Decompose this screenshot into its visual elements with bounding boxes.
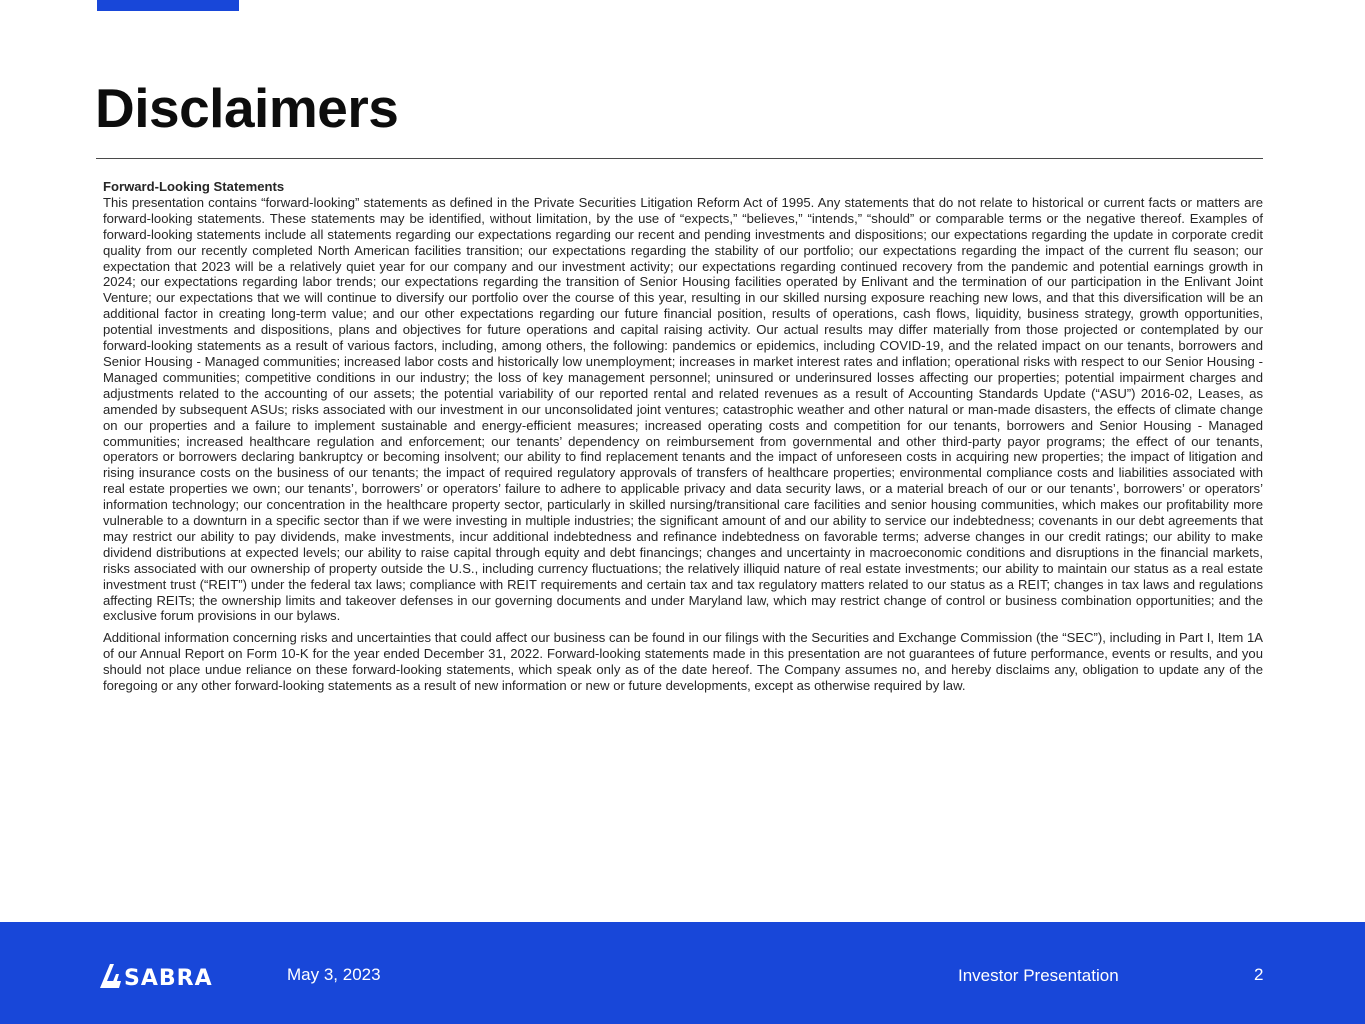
section-heading: Forward-Looking Statements	[103, 179, 285, 194]
title-divider	[96, 158, 1263, 159]
page-number: 2	[1254, 965, 1264, 984]
sabra-logo	[100, 962, 240, 990]
footer-bar	[0, 922, 1365, 1024]
page-title: Disclaimers	[95, 77, 399, 139]
logo-wordmark: SABRA	[124, 966, 213, 990]
forward-looking-paragraph: This presentation contains “forward-looking” statements as defined in the Private Securities Litigation Reform Act of 1995. Any statements that do not relate to historical or current facts or matters are forward-looking statements. These statements may be identified, without limitation, by the use of “expects,” “believes,” “intends,” “should” or comparable terms or the negative thereof. Examples of forward-looking statements include all statements regarding our expectations regarding our recent and pending investments and dispositions; our expectations regarding the update in corporate credit quality from our recently completed North American facilities transition; our expectations regarding the stability of our portfolio; our expectations regarding the impact of the current flu season; our expectation that 2023 will be a relatively quiet year for our company and our investment activity; our expectations regarding continued recovery from the pandemic and potential earnings growth in 2024; our expectations regarding labor trends; our expectations regarding the transition of Senior Housing facilities operated by Enlivant and the termination of our participation in the Enlivant Joint Venture; our expectations that we will continue to diversify our portfolio over the course of this year, resulting in our skilled nursing exposure reaching new lows, and that this diversification will be an additional factor in creating long-term value; and our other expectations regarding our future financial position, results of operations, cash flows, liquidity, business strategy, growth opportunities, potential investments and dispositions, plans and objectives for future operations and capital raising activity. Our actual results may differ materially from those projected or contemplated by our forward-looking statements as a result of various factors, including, among others, the following: pandemics or epidemics, including COVID-19, and the related impact on our tenants, borrowers and Senior Housing - Managed communities; increased labor costs and historically low unemployment; increases in market interest rates and inflation; operational risks with respect to our Senior Housing - Managed communities; competitive conditions in our industry; the loss of key management personnel; uninsured or underinsured losses affecting our properties; potential impairment charges and adjustments related to the accounting of our assets; the potential variability of our reported rental and related revenues as a result of Accounting Standards Update (“ASU”) 2016-02, Leases, as amended by subsequent ASUs; risks associated with our investment in our unconsolidated joint ventures; catastrophic weather and other natural or man-made disasters, the effects of climate change on our properties and a failure to implement sustainable and energy-efficient measures; increased operating costs and competition for our tenants, borrowers and Senior Housing - Managed communities; increased healthcare regulation and enforcement; our tenants’ dependency on reimbursement from governmental and other third-party payor programs; the effect of our tenants, operators or borrowers declaring bankruptcy or becoming insolvent; our ability to find replacement tenants and the impact of unforeseen costs in acquiring new properties; the impact of litigation and rising insurance costs on the business of our tenants; the impact of required regulatory approvals of transfers of healthcare properties; environmental compliance costs and liabilities associated with real estate properties we own; our tenants’, borrowers’ or operators’ failure to adhere to applicable privacy and data security laws, or a material breach of our or our tenants’, borrowers’ or operators’ information technology; our concentration in the healthcare property sector, particularly in skilled nursing/transitional care facilities and senior housing communities, which makes our profitability more vulnerable to a downturn in a specific sector than if we were investing in multiple industries; the significant amount of and our ability to service our indebtedness; covenants in our debt agreements that may restrict our ability to pay dividends, make investments, incur additional indebtedness and refinance indebtedness on favorable terms; adverse changes in our credit ratings; our ability to make dividend distributions at expected levels; our ability to raise capital through equity and debt financings; changes and uncertainty in macroeconomic conditions and disruptions in the financial markets, risks associated with our ownership of property outside the U.S., including currency fluctuations; the relatively illiquid nature of real estate investments; our ability to maintain our status as a real estate investment trust (“REIT”) under the federal tax laws; compliance with REIT requirements and certain tax and tax regulatory matters related to our status as a REIT; changes in tax laws and regulations affecting REITs; the ownership limits and takeover defenses in our governing documents and under Maryland law, which may restrict change of control or business combination opportunities; and the exclusive forum provisions in our bylaws.	[103, 194, 1263, 624]
footer-presentation-label: Investor Presentation	[958, 966, 1119, 985]
sabra-logo-mark-icon	[100, 964, 121, 988]
additional-information-paragraph: Additional information concerning risks and uncertainties that could affect our business can be found in our filings with the Securities and Exchange Commission (the “SEC”), including in Part I, Item 1A of our Annual Report on Form 10-K for the year ended December 31, 2022. Forward-looking statements made in this presentation are not guarantees of future performance, events or results, and you should not place undue reliance on these forward-looking statements, which speak only as of the date hereof. The Company assumes no, and hereby disclaims any, obligation to update any of the foregoing or any other forward-looking statements as a result of new information or new or future developments, except as otherwise required by law.	[103, 630, 1263, 694]
disclaimer-body	[103, 179, 1263, 694]
footer-date: May 3, 2023	[287, 965, 381, 984]
top-accent-bar	[97, 0, 239, 11]
